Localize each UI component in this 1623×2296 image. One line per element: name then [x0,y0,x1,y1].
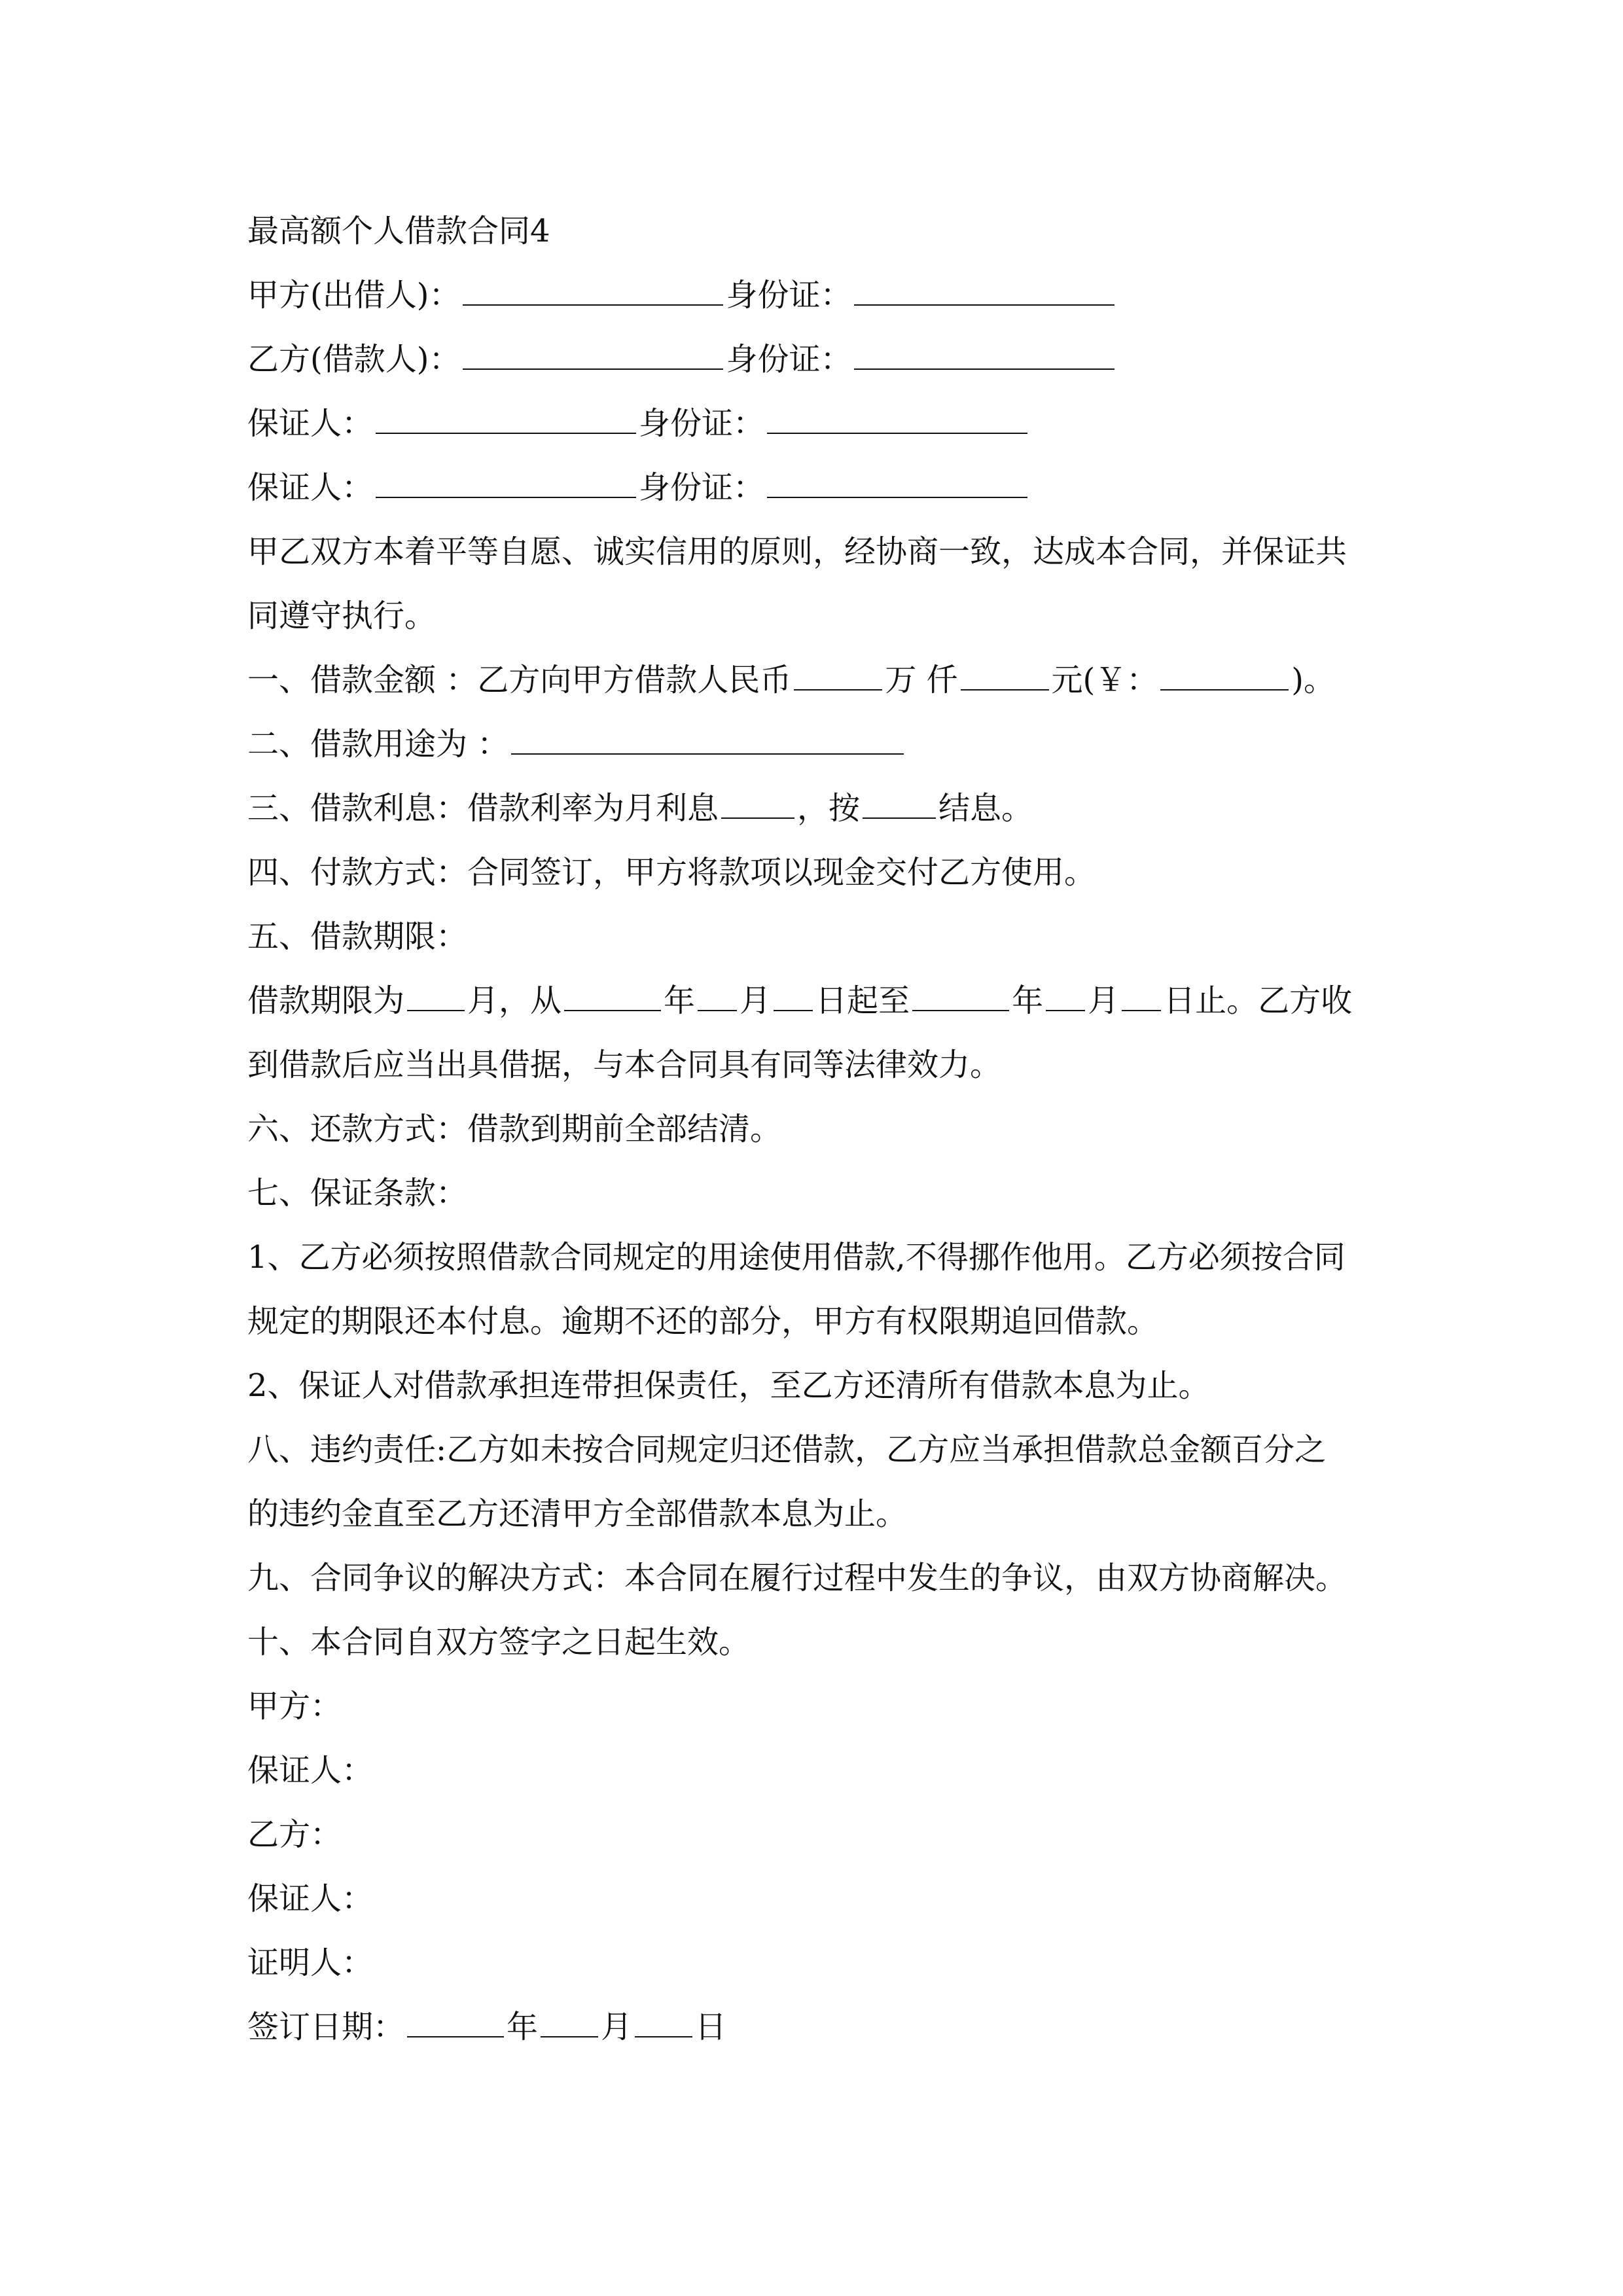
blank [794,670,882,691]
clause-10: 十、本合同自双方签字之日起生效。 [247,1624,751,1660]
clause-7-p2: 2、保证人对借款承担连带担保责任，至乙方还清所有借款本息为止。 [247,1367,1210,1404]
id-blank [767,477,1027,498]
clause-3 [247,776,1419,840]
signature-borrower: 乙方： [247,1816,342,1853]
blank [863,798,936,819]
blank [1122,990,1161,1011]
party-label: 保证人： [247,405,374,442]
party-row-lender [247,263,1419,327]
year-blank [407,2017,504,2037]
clause-4: 四、付款方式：合同签订，甲方将款项以现金交付乙方使用。 [247,854,1096,891]
signature-guarantor: 保证人： [247,1752,374,1789]
blank [698,990,737,1011]
signature-witness: 证明人： [247,1945,374,1981]
party-row-borrower [247,327,1419,391]
id-blank [854,349,1115,370]
day-blank [635,2017,692,2037]
month-label: 月 [601,2009,633,2045]
clause-text: 日起至 [815,982,910,1019]
name-blank [463,285,723,306]
name-blank [376,477,636,498]
clause-9: 九、合同争议的解决方式：本合同在履行过程中发生的争议，由双方协商解决。 [247,1560,1347,1596]
clause-7-p1: 规定的期限还本付息。逾期不还的部分，甲方有权限期追回借款。 [247,1303,1159,1340]
party-row-guarantor [247,456,1419,520]
clause-text: 元(￥： [1051,662,1158,698]
id-label: 身份证： [726,341,852,378]
intro-line: 甲乙双方本着平等自愿、诚实信用的原则，经协商一致，达成本合同，并保证共 [247,533,1347,570]
id-blank [767,413,1027,434]
clause-text: )。 [1291,662,1335,698]
party-label: 甲方(出借人)： [247,277,461,314]
month-blank [541,2017,598,2037]
blank [1046,990,1085,1011]
id-label: 身份证： [639,469,765,506]
blank [407,990,465,1011]
id-label: 身份证： [639,405,765,442]
clause-2 [247,712,1419,776]
blank [564,990,661,1011]
party-row-guarantor [247,391,1419,456]
clause-text: 年 [664,982,696,1019]
clause-text: 年 [1012,982,1044,1019]
clause-text: 借款期限为 [247,982,405,1019]
blank [721,798,794,819]
id-blank [854,285,1115,306]
name-blank [463,349,723,370]
year-label: 年 [507,2009,539,2045]
party-label: 乙方(借款人)： [247,341,461,378]
clause-text: ，按 [797,790,861,827]
clause-8: 八、违约责任:乙方如未按合同规定归还借款，乙方应当承担借款总金额百分之 [247,1431,1327,1468]
clause-text: 二、借款用途为 ： [247,726,509,762]
day-label: 日 [695,2009,727,2045]
date-label: 签订日期： [247,2009,405,2045]
signature-guarantor: 保证人： [247,1880,374,1917]
clause-text: 三、借款利息：借款利率为月利息 [247,790,719,827]
clause-5-line2: 到借款后应当出具借据，与本合同具有同等法律效力。 [247,1047,1002,1083]
name-blank [376,413,636,434]
clause-5-term [247,969,1419,1033]
document-title: 最高额个人借款合同4 [247,213,550,249]
clause-text: 月，从 [467,982,562,1019]
signature-lender: 甲方： [247,1688,342,1725]
clause-text: 一、借款金额 ：乙方向甲方借款人民币 [247,662,792,698]
clause-7-p1: 1、乙方必须按照借款合同规定的用途使用借款,不得挪作他用。乙方必须按合同 [247,1239,1346,1276]
clause-text: 月 [740,982,772,1019]
contract-document [247,199,1419,2059]
sign-date [247,1995,1419,2059]
clause-text: 结息。 [938,790,1033,827]
intro-line: 同遵守执行。 [247,598,437,634]
id-label: 身份证： [726,277,852,314]
clause-5-heading: 五、借款期限： [247,918,468,955]
clause-1 [247,648,1419,712]
blank [774,990,813,1011]
blank [912,990,1009,1011]
clause-6: 六、还款方式：借款到期前全部结清。 [247,1111,782,1147]
clause-7-heading: 七、保证条款： [247,1175,468,1211]
clause-text: 万 仟 [885,662,958,698]
blank [1160,670,1289,691]
blank [511,734,904,755]
clause-8: 的违约金直至乙方还清甲方全部借款本息为止。 [247,1496,908,1532]
clause-text: 月 [1088,982,1120,1019]
party-label: 保证人： [247,469,374,506]
clause-text: 日止。乙方收 [1164,982,1353,1019]
blank [961,670,1049,691]
